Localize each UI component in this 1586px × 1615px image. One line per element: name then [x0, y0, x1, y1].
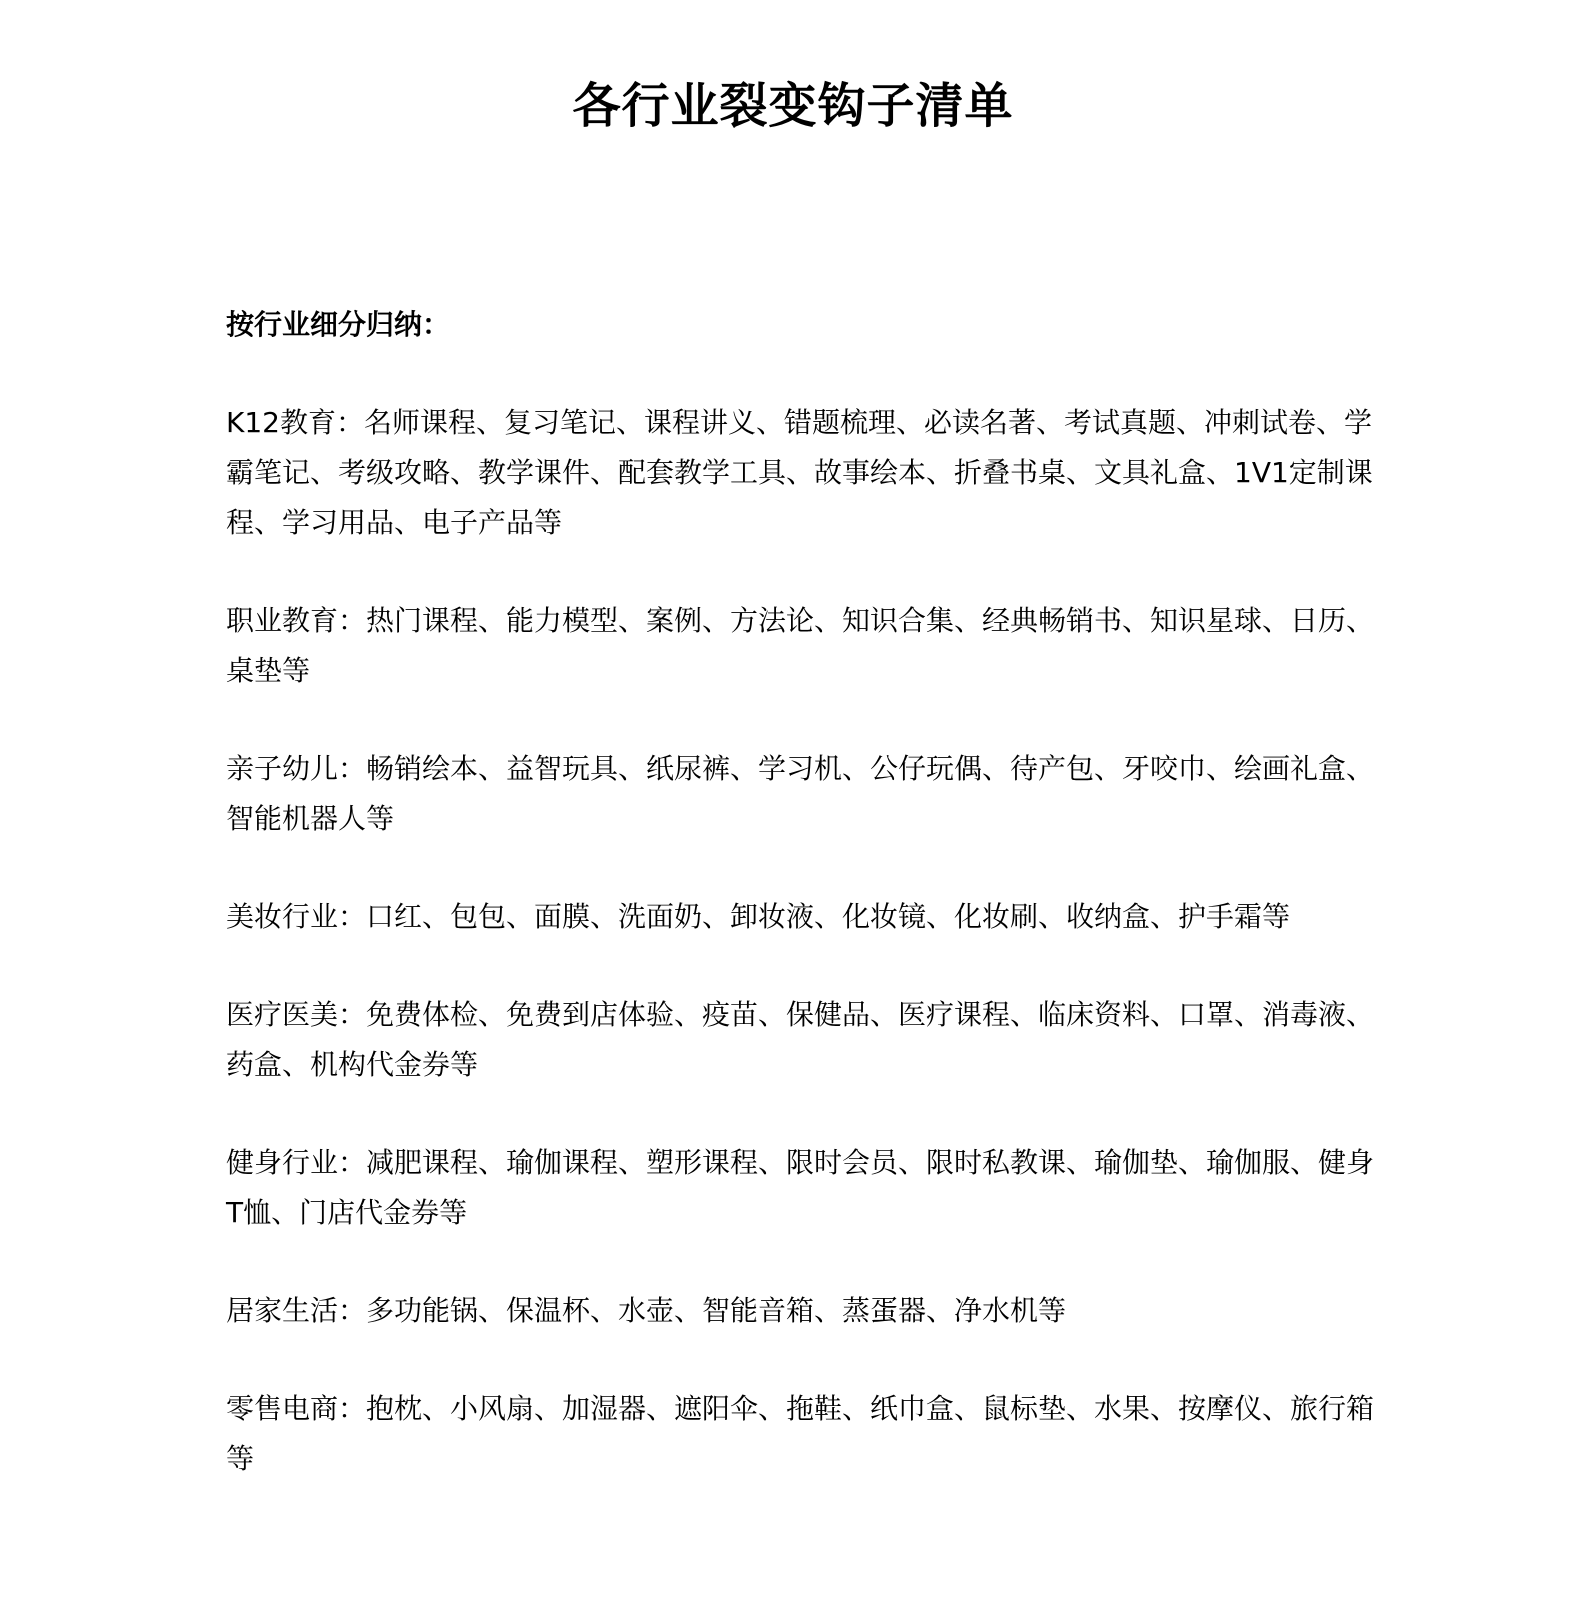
hook-items: 名师课程、复习笔记、课程讲义、错题梳理、必读名著、考试真题、冲刺试卷、学霸笔记、考级攻略、教学课件、配套教学工具、故事绘本、折叠书桌、文具礼盒、1V1定制课程、学习用品、电子产品等 [226, 406, 1373, 539]
label-separator: ： [336, 406, 365, 439]
industry-entry-retail-ecommerce [226, 1384, 1378, 1484]
hook-items: 减肥课程、瑜伽课程、塑形课程、限时会员、限时私教课、瑜伽垫、瑜伽服、健身T恤、门店代金券等 [226, 1146, 1375, 1229]
document-title: 各行业裂变钩子清单 [572, 78, 1014, 134]
hook-items: 多功能锅、保温杯、水壶、智能音箱、蒸蛋器、净水机等 [366, 1294, 1067, 1327]
label-separator: ： [338, 1392, 367, 1425]
hook-items: 口红、包包、面膜、洗面奶、卸妆液、化妆镜、化妆刷、收纳盒、护手霜等 [366, 900, 1291, 933]
industry-entry-parenting [226, 744, 1378, 844]
industry-entry-fitness [226, 1138, 1378, 1238]
section-heading: 按行业细分归纳： [226, 308, 451, 341]
industry-entry-medical [226, 990, 1378, 1090]
industry-entry-vocational [226, 596, 1378, 696]
industry-label: 零售电商 [226, 1392, 339, 1425]
industry-label: 医疗医美 [226, 998, 339, 1031]
hook-items: 抱枕、小风扇、加湿器、遮阳伞、拖鞋、纸巾盒、鼠标垫、水果、按摩仪、旅行箱等 [226, 1392, 1375, 1475]
industry-entry-k12 [226, 398, 1378, 548]
label-separator: ： [338, 752, 367, 785]
industry-label: 美妆行业 [226, 900, 339, 933]
industry-label: K12教育 [226, 406, 336, 439]
label-separator: ： [338, 900, 367, 933]
hook-items: 热门课程、能力模型、案例、方法论、知识合集、经典畅销书、知识星球、日历、桌垫等 [226, 604, 1375, 687]
document-body [226, 300, 1378, 1532]
industry-entry-home-living [226, 1286, 1378, 1336]
label-separator: ： [338, 998, 367, 1031]
label-separator: ： [338, 1146, 367, 1179]
industry-label: 健身行业 [226, 1146, 339, 1179]
hook-items: 免费体检、免费到店体验、疫苗、保健品、医疗课程、临床资料、口罩、消毒液、药盒、机构代金券等 [226, 998, 1375, 1081]
industry-label: 居家生活 [226, 1294, 339, 1327]
label-separator: ： [338, 1294, 367, 1327]
label-separator: ： [338, 604, 367, 637]
industry-label: 职业教育 [226, 604, 339, 637]
hook-items: 畅销绘本、益智玩具、纸尿裤、学习机、公仔玩偶、待产包、牙咬巾、绘画礼盒、智能机器人等 [226, 752, 1375, 835]
industry-entry-beauty [226, 892, 1378, 942]
industry-label: 亲子幼儿 [226, 752, 339, 785]
